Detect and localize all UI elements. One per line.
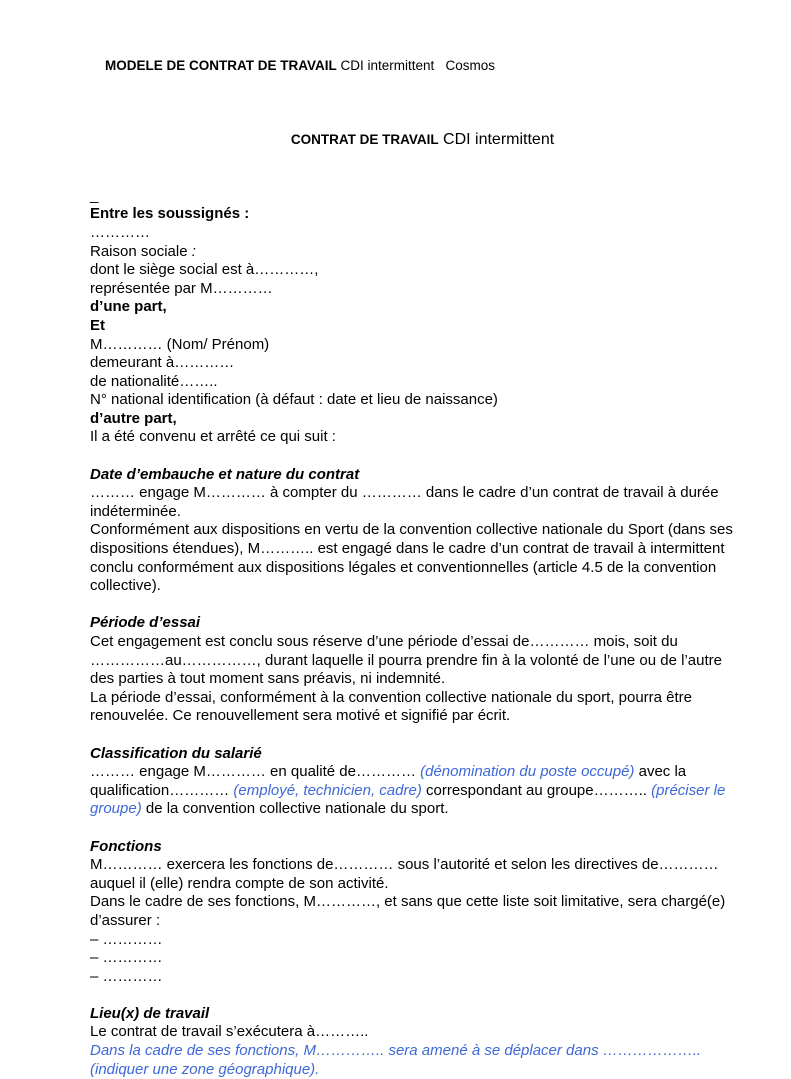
header-line (90, 38, 740, 94)
fonctions-list-item: – ………… (90, 967, 163, 985)
section-fonctions (90, 838, 740, 987)
header-model-label: MODELE DE CONTRAT DE TRAVAIL (105, 57, 337, 73)
blue-annotation-groupe: (préciser le groupe) (90, 781, 726, 818)
blue-annotation-qualification: (employé, technicien, cadre) (233, 781, 422, 799)
embauche-paragraph-2: Conformément aux dispositions en vertu de la convention collective nationale du Sport (dans ses dispositions étendues), M……….. est engagé dans le cadre d’un contrat de travail à intermittent conclu conformément aux dispositions légales et conventionnelles (article 4.5 de la convention collective). (90, 521, 733, 595)
demeurant-line: demeurant à………… (90, 354, 235, 372)
intro-dots-line: ………… (90, 223, 150, 241)
intro-heading: Entre les soussignés : (90, 205, 250, 223)
classification-text: ……… engage M………… en qualité de………… (90, 763, 421, 781)
section-date-embauche (90, 466, 740, 596)
convenu-line: Il a été convenu et arrêté ce qui suit : (90, 428, 336, 446)
blue-annotation-poste: (dénomination du poste occupé) (420, 763, 635, 781)
document-title-bold: CONTRAT DE TRAVAIL (290, 131, 439, 147)
spacer (90, 94, 740, 113)
nationalite-line: de nationalité…….. (90, 372, 218, 390)
embauche-paragraph-1: ……… engage M………… à compter du ………… dans le cadre d’un contrat de travail à durée indéterminée. (90, 484, 719, 520)
raison-sociale-label: Raison sociale (90, 242, 188, 260)
blue-annotation-deplacement: Dans la cadre de ses fonctions, M………….. sera amené à se déplacer dans ……………….. (90, 1042, 702, 1060)
section-title-classification: Classification du salarié (90, 744, 262, 762)
autre-part-line: d’autre part, (90, 409, 177, 427)
raison-sociale-line (90, 243, 740, 262)
une-part-line: d’une part, (90, 298, 167, 316)
fonctions-list-item: – ………… (90, 930, 163, 948)
fonctions-list-item: – ………… (90, 949, 163, 967)
section-title-lieu: Lieu(x) de travail (90, 1004, 210, 1022)
fonctions-paragraph-1: M………… exercera les fonctions de………… sous l’autorité et selon les directives de………… auquel il (elle) rendra compte de son activité. (90, 856, 719, 892)
section-classification (90, 745, 740, 819)
fonctions-paragraph-2: Dans le cadre de ses fonctions, M…………, et sans que cette liste soit limitative, sera chargé(e) d’assurer : (90, 893, 726, 929)
spacer (90, 168, 740, 187)
section-title-essai: Période d’essai (90, 614, 201, 632)
section-lieu-travail (90, 1005, 740, 1079)
blue-annotation-zone-geographique: (indiquer une zone géographique). (90, 1060, 320, 1078)
lieu-paragraph-1: Le contrat de travail s’exécutera à……….. (90, 1023, 369, 1041)
document-title (90, 112, 740, 168)
essai-paragraph-1: Cet engagement est conclu sous réserve d’une période d’essai de………… mois, soit du ……………au……………, durant laquelle il pourra prendre fin à la volonté de l’une ou de l’autre des parties à tout moment sans préavis, ni indemnité. (90, 633, 722, 688)
representee-line: représentée par M………… (90, 279, 273, 297)
classification-text: correspondant au groupe……….. (421, 781, 652, 799)
section-title-fonctions: Fonctions (90, 837, 162, 855)
essai-paragraph-2: La période d’essai, conformément à la convention collective nationale du sport, pourra être renouvelée. Ce renouvellement sera motivé et signifié par écrit. (90, 688, 693, 725)
section-periode-essai (90, 614, 740, 726)
nom-prenom-line: M………… (Nom/ Prénom) (90, 335, 270, 353)
identification-line: N° national identification (à défaut : date et lieu de naissance) (90, 391, 498, 409)
classification-paragraph (90, 763, 740, 819)
classification-text: de la convention collective nationale du sport. (141, 800, 449, 818)
section-title-embauche: Date d’embauche et nature du contrat (90, 465, 360, 483)
document-title-rest: CDI intermittent (438, 130, 555, 148)
header-model-rest: CDI intermittent Cosmos (336, 57, 496, 73)
et-line: Et (90, 316, 105, 334)
siege-social-line: dont le siège social est à…………, (90, 261, 319, 279)
raison-sociale-colon: : (187, 242, 196, 260)
classification-text: avec la qualification………… (90, 763, 687, 799)
dash-mark: _ (90, 186, 99, 204)
